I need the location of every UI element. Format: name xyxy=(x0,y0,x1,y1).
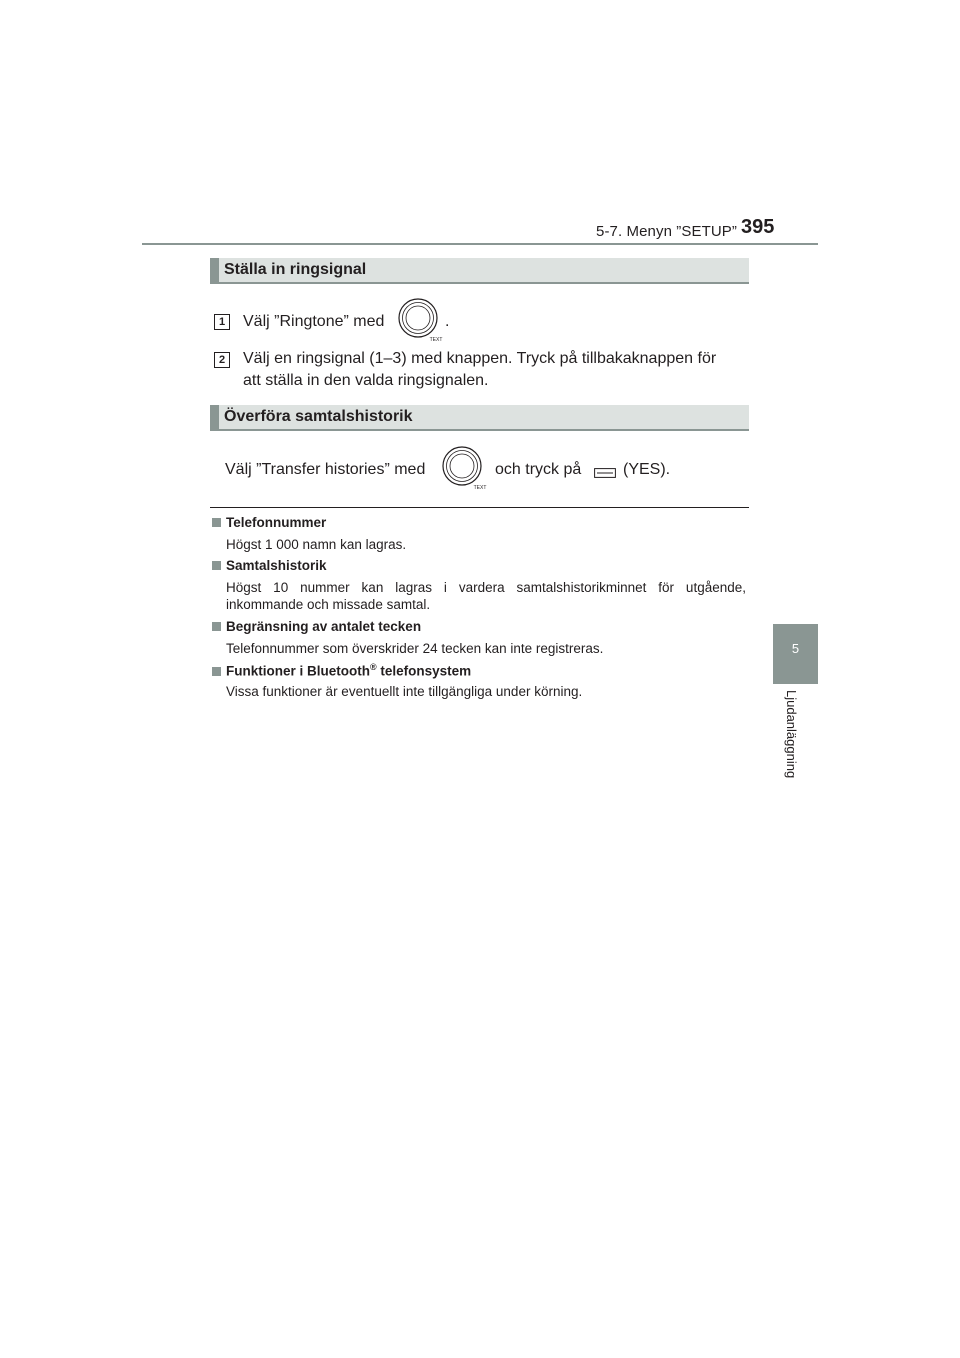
registered-mark: ® xyxy=(370,662,377,672)
bullet-square-icon xyxy=(212,622,221,631)
note-title-samtalshistorik xyxy=(212,558,327,573)
chapter-title: 5-7. Menyn ”SETUP” xyxy=(596,223,738,240)
note-title-text: Telefonnummer xyxy=(226,515,327,530)
bullet-square-icon xyxy=(212,561,221,570)
note-title-teckenbegransning xyxy=(212,619,421,634)
step-1-text: Välj ”Ringtone” med xyxy=(243,313,385,330)
note-title-text: Funktioner i Bluetooth xyxy=(226,663,370,679)
note-title-text: Begränsning av antalet tecken xyxy=(226,619,422,634)
section-title: Ställa in ringsignal xyxy=(224,261,367,278)
yes-button-icon xyxy=(594,465,616,475)
chapter-tab xyxy=(773,624,818,684)
bullet-square-icon xyxy=(212,667,221,676)
step-1-end: . xyxy=(445,313,450,330)
knob-label: TEXT xyxy=(473,485,487,491)
transfer-text-middle: och tryck på xyxy=(495,461,582,478)
text-knob-icon xyxy=(397,297,443,343)
note-text-teckenbegransning: Telefonnummer som överskrider 24 tecken kan inte registreras. xyxy=(226,641,604,656)
step-2-line1: Välj en ringsignal (1–3) med knappen. Tryck på tillbakaknappen för xyxy=(243,350,717,367)
section-header-transfer-history xyxy=(210,405,749,431)
section-title: Överföra samtalshistorik xyxy=(224,408,413,425)
text-knob-icon xyxy=(441,445,487,491)
note-title-telefonnummer xyxy=(212,515,326,530)
chapter-tab-label: Ljudanläggning xyxy=(784,690,799,779)
note-title-text: Samtalshistorik xyxy=(226,558,327,573)
note-title-text-end: telefonsystem xyxy=(376,663,472,679)
section-header-ringtone xyxy=(210,258,749,284)
transfer-text-end: (YES). xyxy=(623,461,671,478)
transfer-text-start: Välj ”Transfer histories” med xyxy=(225,461,426,478)
section-divider xyxy=(210,507,749,508)
page-number: 395 xyxy=(741,216,775,238)
step-number-2: 2 xyxy=(214,352,230,368)
note-text-bluetooth: Vissa funktioner är eventuellt inte tillgängliga under körning. xyxy=(226,684,583,699)
step-number-1: 1 xyxy=(214,314,230,330)
bullet-square-icon xyxy=(212,518,221,527)
note-title-bluetooth xyxy=(212,662,471,679)
step-2-line2: att ställa in den valda ringsignalen. xyxy=(243,372,489,389)
chapter-tab-number: 5 xyxy=(791,641,800,656)
note-text-telefonnummer: Högst 1 000 namn kan lagras. xyxy=(226,537,407,552)
note-text-samtalshistorik: Högst 10 nummer kan lagras i vardera samtalshistorikminnet för utgående, inkommande och missade samtal. xyxy=(226,580,746,612)
header-rule xyxy=(142,243,818,245)
knob-label: TEXT xyxy=(429,337,443,343)
